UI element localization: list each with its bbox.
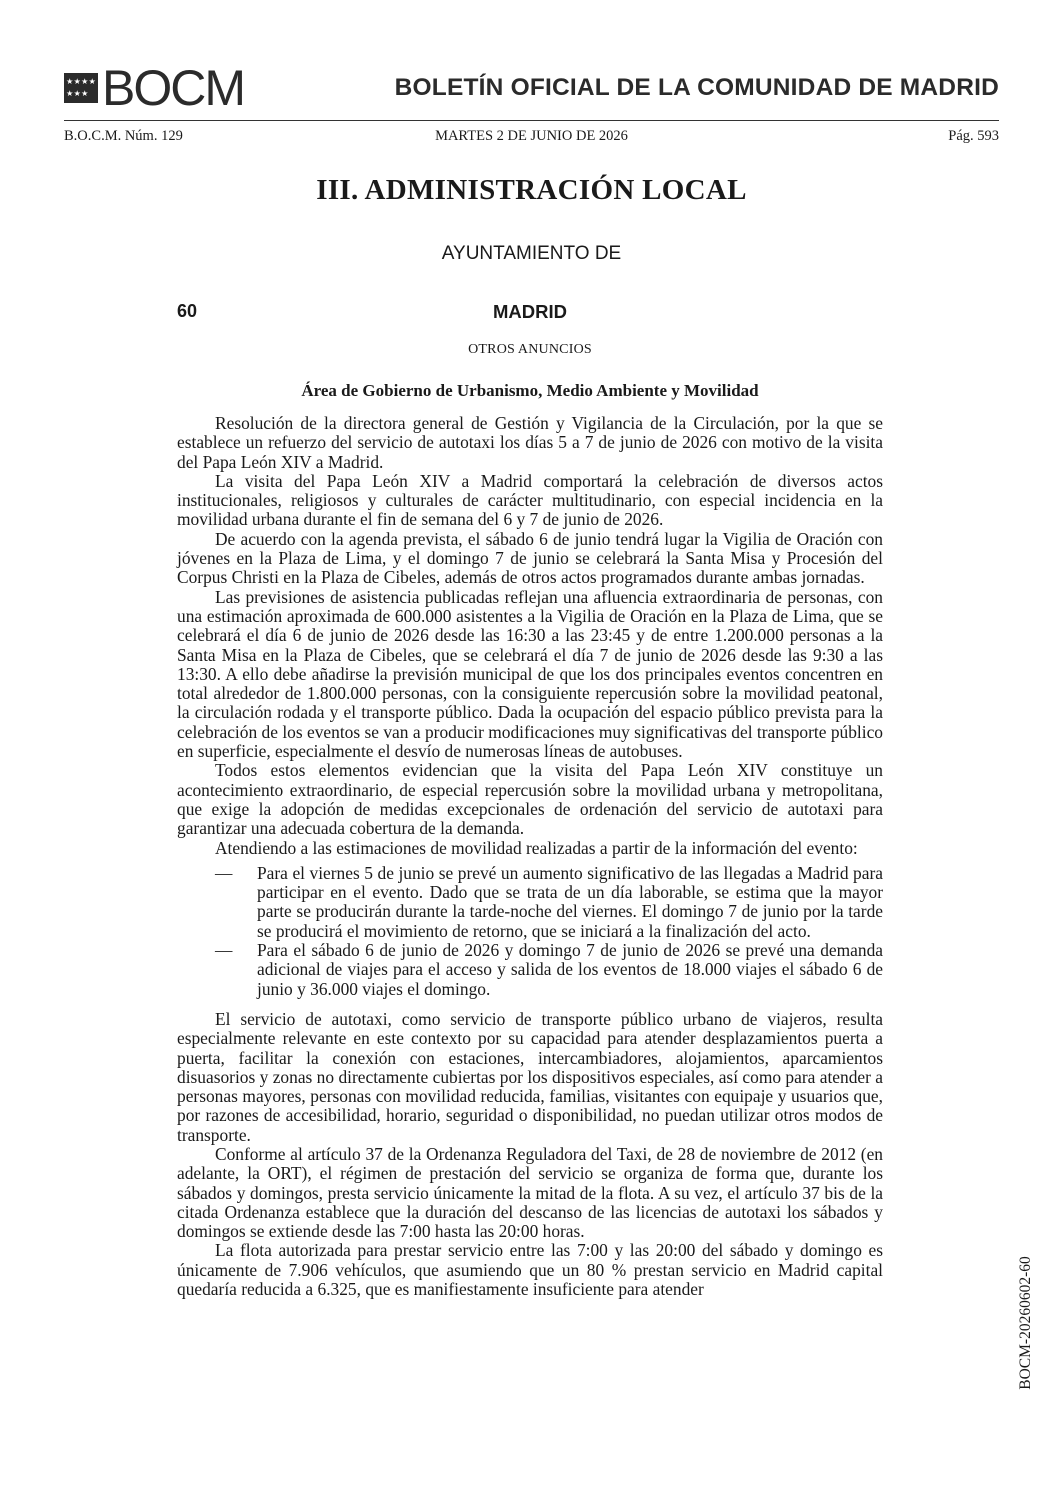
paragraph: De acuerdo con la agenda prevista, el sábado 6 de junio tendrá lugar la Vigilia de Oración con jóvenes en la Plaza de Lima, y el domingo 7 de junio se celebrará la Santa Misa y Procesión del Corpus Christi en la Plaza de Cibeles, además de otros actos programados durante ambas jornadas. xyxy=(177,528,883,588)
issue-date: MARTES 2 DE JUNIO DE 2026 xyxy=(435,128,628,144)
body-text xyxy=(177,414,883,1299)
announcement-type: OTROS ANUNCIOS xyxy=(468,342,592,357)
paragraph: Las previsiones de asistencia publicadas reflejan una afluencia extraordinaria de personas, con una estimación aproximada de 600.000 asistentes a la Vigilia de Oración en la Plaza de Lima, que se celebrará el día 6 de junio de 2026 desde las 16:30 a las 23:45 y de entre 1.200.000 personas a la Santa Misa en la Plaza de Cibeles, que se celebrará el día 7 de junio de 2026 desde las 9:30 a las 13:30. A ello debe añadirse la previsión municipal de que los dos principales eventos concentren en total alrededor de 1.800.000 personas, con la consiguiente repercusión sobre la movilidad peatonal, la circulación rodada y el transporte público. Dada la ocupación del espacio público prevista para la celebración de los eventos se van a producir modificaciones muy significativas del transporte público en superficie, especialmente el desvío de numerosas líneas de autobuses. xyxy=(177,586,883,762)
paragraph: Todos estos elementos evidencian que la visita del Papa León XIV constituye un acontecimiento extraordinario, de especial repercusión sobre la movilidad urbana y metropolitana, que exige la adopción de medidas excepcionales de ordenación del servicio de autotaxi para garantizar una adecuada cobertura de la demanda. xyxy=(177,760,883,839)
list-dash: — xyxy=(215,862,233,883)
section-title: III. ADMINISTRACIÓN LOCAL xyxy=(316,174,747,206)
list-item xyxy=(177,864,883,941)
madrid-flag-icon: ★ ★ ★ ★ ★ ★ ★ xyxy=(64,73,98,103)
list-item-text: Para el sábado 6 de junio de 2026 y domingo 7 de junio de 2026 se prevé una demanda adicional de viajes para el acceso y salida de los eventos de 18.000 viajes el sábado 6 de junio y 36.000 viajes el domingo. xyxy=(257,940,883,999)
list-item xyxy=(177,941,883,999)
issue-line xyxy=(64,128,999,148)
paragraph: Resolución de la directora general de Gestión y Vigilancia de la Circulación, por la que se establece un refuerzo del servicio de autotaxi los días 5 a 7 de junio de 2026 con motivo de la visita del Papa León XIV a Madrid. xyxy=(177,413,883,472)
journal-name: BOLETÍN OFICIAL DE LA COMUNIDAD DE MADRID xyxy=(394,74,999,101)
entry-number: 60 xyxy=(177,301,198,321)
dash-list xyxy=(177,864,883,999)
paragraph: Conforme al artículo 37 de la Ordenanza Reguladora del Taxi, de 28 de noviembre de 2012 (en adelante, la ORT), el régimen de prestación del servicio se organiza de forma que, durante los sábados y domingos, presta servicio únicamente la mitad de la flota. A su vez, el artículo 37 bis de la citada Ordenanza establece que la duración del descanso de las licencias de autotaxi los sábados y domingos se extiende desde las 7:00 hasta las 20:00 horas. xyxy=(177,1143,883,1242)
list-dash: — xyxy=(215,940,233,961)
issue-number: B.O.C.M. Núm. 129 xyxy=(64,128,183,144)
list-item-text: Para el viernes 5 de junio se prevé un aumento significativo de las llegadas a Madrid para participar en el evento. Dado que se trata de un día laborable, se estima que la mayor parte se producirán durante la tarde-noche del viernes. El domingo 7 de junio por la tarde se producirá el movimiento de retorno, que se iniciará a la finalización del acto. xyxy=(257,862,883,941)
side-reference xyxy=(1016,1243,1036,1403)
paragraph: La flota autorizada para prestar servicio entre las 7:00 y las 20:00 del sábado y domingo es únicamente de 7.906 vehículos, que asumiendo que un 80 % prestan servicio en Madrid capital quedaría reducida a 6.325, que es manifiestamente insuficiente para atender xyxy=(177,1240,883,1300)
entity-name: MADRID xyxy=(493,301,567,322)
masthead xyxy=(64,60,999,116)
paragraph: Atendiendo a las estimaciones de movilidad realizadas a partir de la información del evento: xyxy=(215,837,858,858)
header-divider xyxy=(64,120,999,121)
paragraph: La visita del Papa León XIV a Madrid comportará la celebración de diversos actos institucionales, religiosos y culturales de carácter multitudinario, con especial incidencia en la movilidad urbana durante el fin de semana del 6 y 7 de junio de 2026. xyxy=(177,470,883,530)
bocm-logo xyxy=(64,60,244,116)
side-reference-text: BOCM-20260602-60 xyxy=(1017,1256,1034,1390)
area-heading: Área de Gobierno de Urbanismo, Medio Ambiente y Movilidad xyxy=(301,381,759,400)
entity-heading: AYUNTAMIENTO DE xyxy=(441,243,622,264)
logo-text: BOCM xyxy=(102,60,244,116)
page-number: Pág. 593 xyxy=(948,128,999,144)
paragraph: El servicio de autotaxi, como servicio de transporte público urbano de viajeros, resulta especialmente relevante en este contexto por su capacidad para atender desplazamientos puerta a puerta, facilitar la conexión con estaciones, intercambiadores, alojamientos, aparcamientos disuasorios y zonas no directamente cubiertas por los dispositivos especiales, así como para atender a personas mayores, personas con movilidad reducida, familias, visitantes con equipaje y usuarios que, por razones de accesibilidad, horario, seguridad o disponibilidad, no puedan utilizar otros modos de transporte. xyxy=(177,1008,883,1145)
